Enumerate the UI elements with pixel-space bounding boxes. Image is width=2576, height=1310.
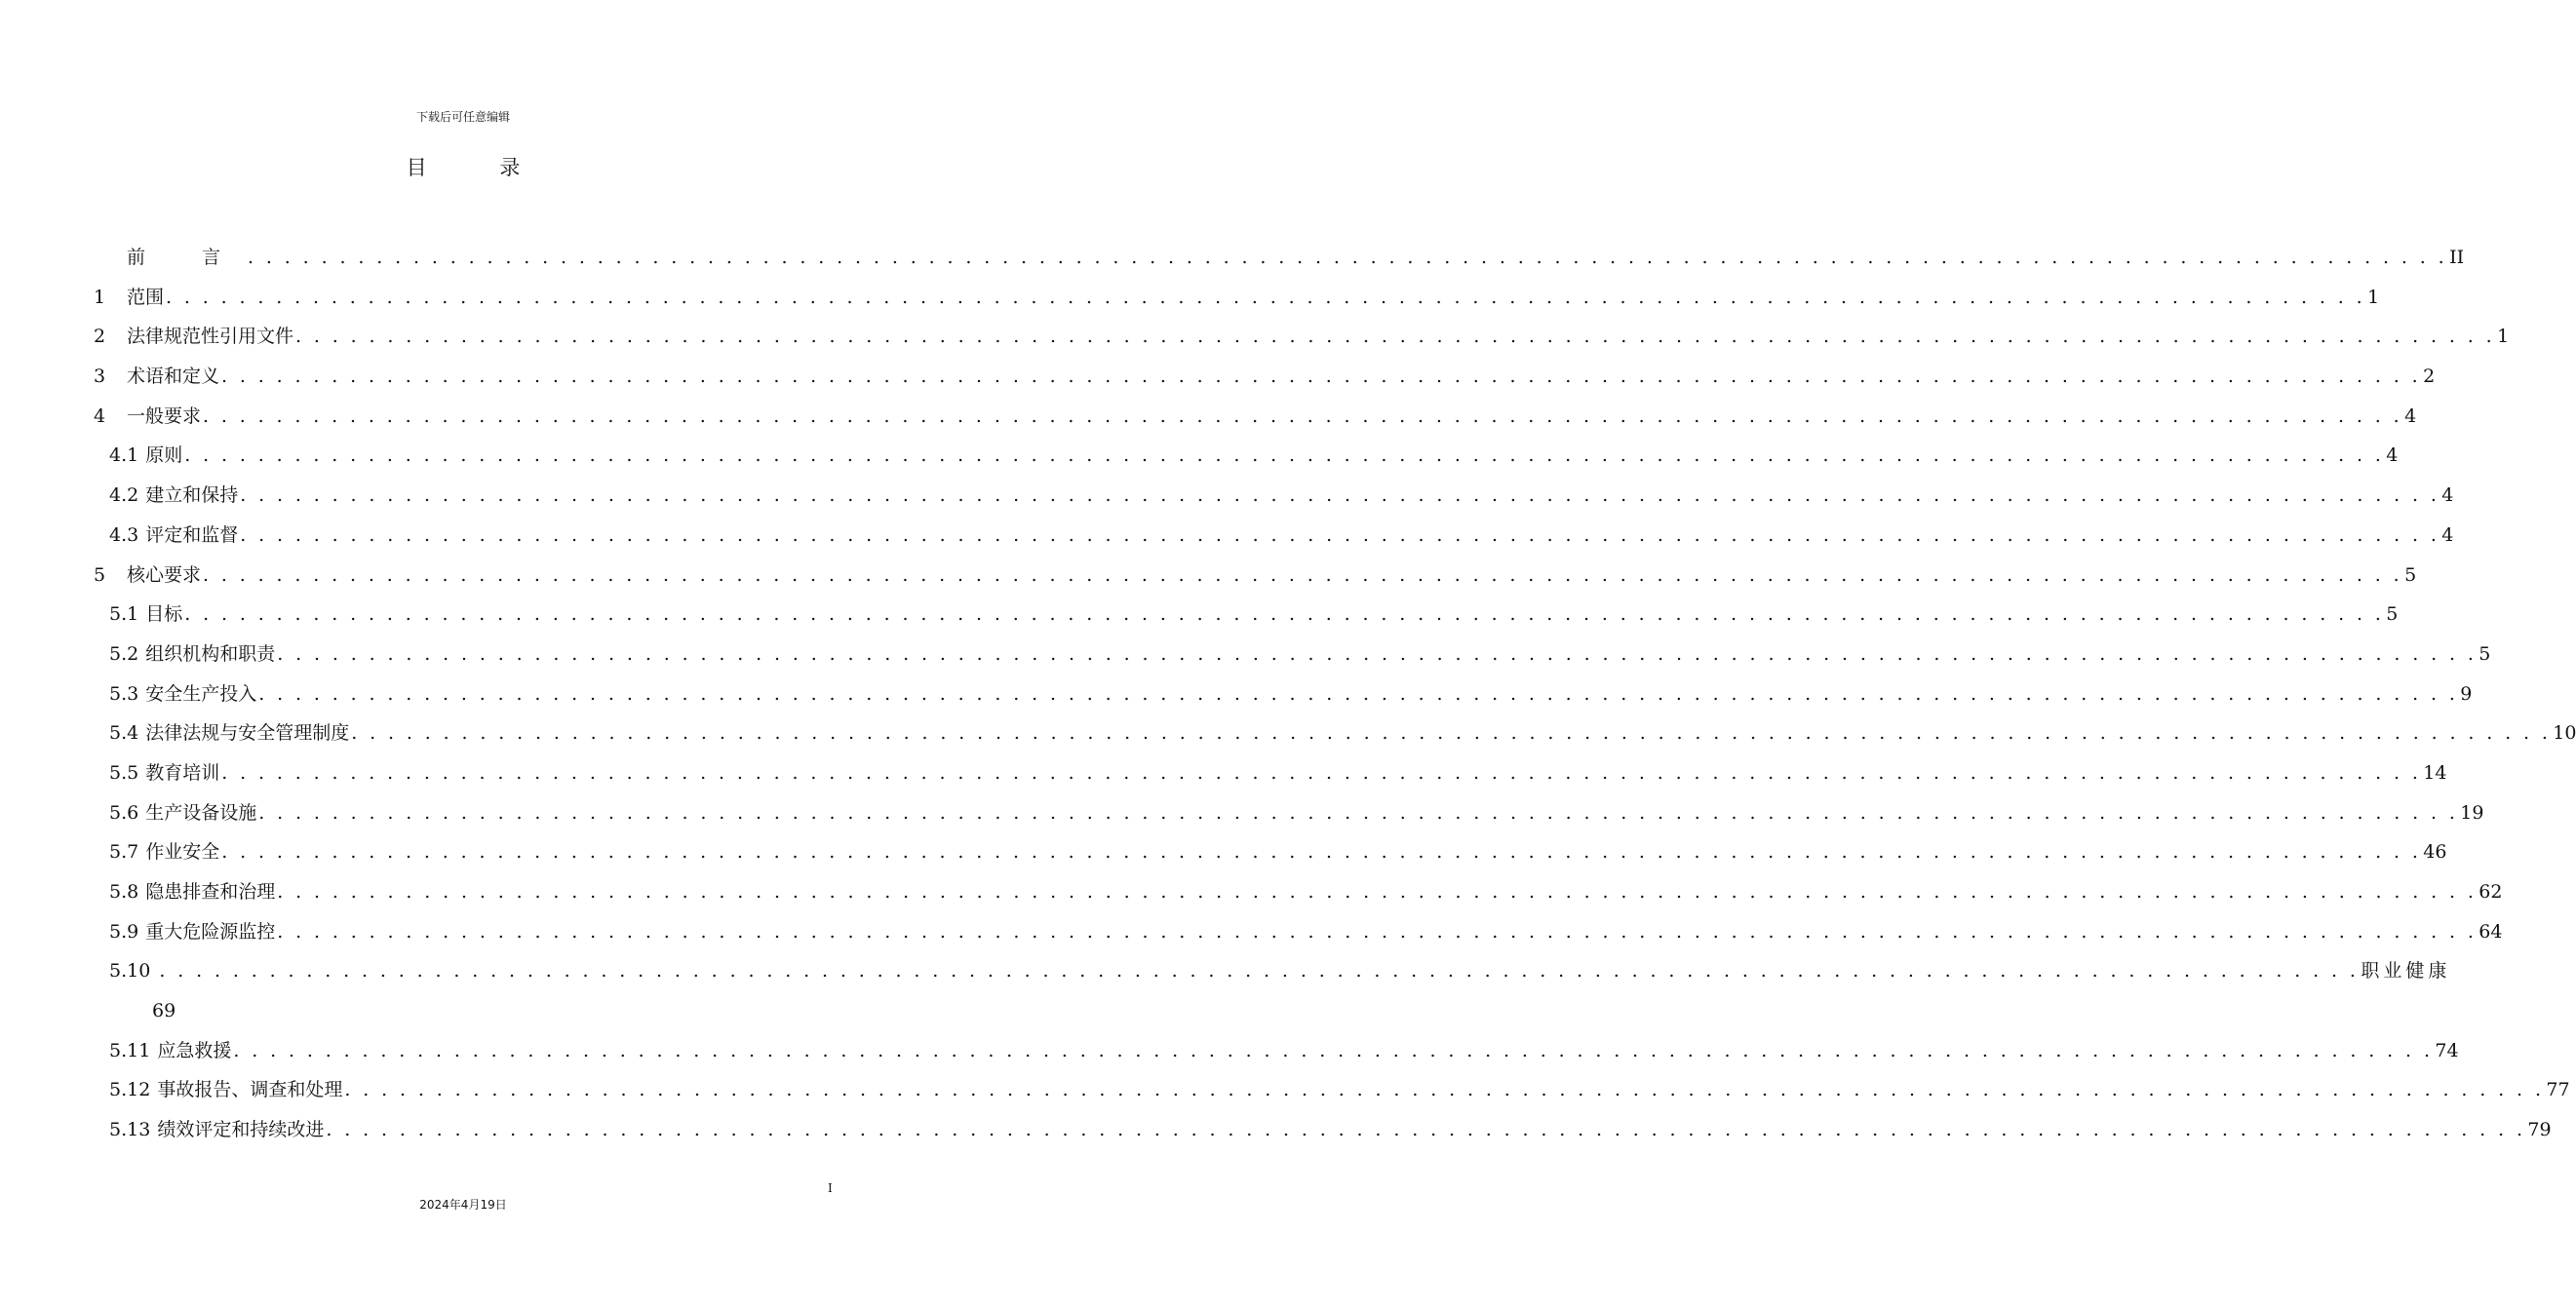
toc-entry-page: 79: [2527, 1119, 2552, 1141]
toc-entry[interactable]: [94, 317, 2510, 357]
toc-entry[interactable]: [94, 753, 2447, 793]
toc-leader-dots: . . . . . . . . . . . . . . . . . . . . . . . . . . . . . . . . . . . . . . . . . . . . . . . . . . . . . . . . . . . . . . . . . . . . . . . . . . . . . . . . . . . . . . . . . . . . . . . . . . . . . . . . . . . . . . . . . . . . . . . .: [184, 603, 2385, 626]
toc-entry-number: 5.3: [109, 682, 139, 705]
toc-leader-dots: . . . . . . . . . . . . . . . . . . . . . . . . . . . . . . . . . . . . . . . . . . . . . . . . . . . . . . . . . . . . . . . . . . . . . . . . . . . . . . . . . . . . . . . . . . . . . . . . . . . . . . . . . . . . . . . . . . . . . . . .: [221, 841, 2422, 864]
toc-entry[interactable]: [94, 951, 2451, 991]
toc-leader-dots: . . . . . . . . . . . . . . . . . . . . . . . . . . . . . . . . . . . . . . . . . . . . . . . . . . . . . . . . . . . . . . . . . . . . . . . . . . . . . . . . . . . . . . . . . . . . . . . . . . . . . . . . . . . . . . . . . . . . . . . .: [344, 1079, 2545, 1101]
toc-leader-dots: . . . . . . . . . . . . . . . . . . . . . . . . . . . . . . . . . . . . . . . . . . . . . . . . . . . . . . . . . . . . . . . . . . . . . . . . . . . . . . . . . . . . . . . . . . . . . . . . . . . . . . . . . . . . . . . . . . . . . . . .: [159, 960, 2360, 982]
toc-leader-dots: . . . . . . . . . . . . . . . . . . . . . . . . . . . . . . . . . . . . . . . . . . . . . . . . . . . . . . . . . . . . . . . . . . . . . . . . . . . . . . . . . . . . . . . . . . . . . . . . . . . . . . . . . . . . . . . . . . . . . . . .: [248, 247, 2448, 268]
toc-entry-page: 1: [2367, 286, 2380, 308]
toc-entry-page: 19: [2460, 801, 2484, 824]
toc-entry-number: 4: [94, 405, 106, 427]
toc-entry-number: 5.1: [109, 603, 139, 626]
header-note: 下载后可任意编辑: [415, 110, 510, 124]
toc-entry-number: 2: [94, 326, 106, 348]
toc-entry-page: 9: [2460, 682, 2473, 705]
toc-entry-page: 77: [2546, 1079, 2570, 1101]
toc-entry[interactable]: [94, 635, 2491, 674]
page-number-marker: I: [828, 1181, 833, 1195]
toc-entry-page: 5: [2478, 642, 2491, 665]
toc-entry-label: 组织机构和职责: [145, 642, 276, 665]
toc-entry-label: 评定和监督: [145, 523, 239, 546]
toc-entry-label: 法律规范性引用文件: [127, 326, 294, 348]
toc-entry[interactable]: [94, 674, 2473, 714]
toc-entry-number: 4.3: [109, 523, 139, 546]
toc-leader-dots: . . . . . . . . . . . . . . . . . . . . . . . . . . . . . . . . . . . . . . . . . . . . . . . . . . . . . . . . . . . . . . . . . . . . . . . . . . . . . . . . . . . . . . . . . . . . . . . . . . . . . . . . . . . . . . . . . . . . . . . .: [221, 366, 2422, 388]
toc-leader-dots: . . . . . . . . . . . . . . . . . . . . . . . . . . . . . . . . . . . . . . . . . . . . . . . . . . . . . . . . . . . . . . . . . . . . . . . . . . . . . . . . . . . . . . . . . . . . . . . . . . . . . . . . . . . . . . . . . . . . . . . .: [277, 642, 2478, 665]
toc-entry[interactable]: [94, 556, 2417, 596]
toc-entry[interactable]: [94, 1110, 2552, 1150]
toc-entry[interactable]: [94, 476, 2454, 516]
toc-entry-page: 4: [2441, 523, 2454, 546]
toc-entry[interactable]: [94, 278, 2380, 318]
toc-entry[interactable]: [94, 595, 2399, 635]
toc-entry[interactable]: [94, 436, 2399, 476]
toc-entry-page: 4: [2404, 405, 2417, 427]
toc-entry[interactable]: [94, 713, 2576, 753]
toc-entry-page: II: [2449, 247, 2465, 268]
toc-leader-dots: . . . . . . . . . . . . . . . . . . . . . . . . . . . . . . . . . . . . . . . . . . . . . . . . . . . . . . . . . . . . . . . . . . . . . . . . . . . . . . . . . . . . . . . . . . . . . . . . . . . . . . . . . . . . . . . . . . . . . . . .: [351, 722, 2552, 745]
toc-leader-dots: . . . . . . . . . . . . . . . . . . . . . . . . . . . . . . . . . . . . . . . . . . . . . . . . . . . . . . . . . . . . . . . . . . . . . . . . . . . . . . . . . . . . . . . . . . . . . . . . . . . . . . . . . . . . . . . . . . . . . . . .: [240, 484, 2440, 507]
toc-entry-page-continued: 69: [152, 1000, 176, 1022]
page-title: 目 录: [406, 156, 554, 179]
toc-entry-label: 事故报告、调查和处理: [157, 1079, 343, 1101]
toc-entry-page: 5: [2404, 563, 2417, 586]
toc-leader-dots: . . . . . . . . . . . . . . . . . . . . . . . . . . . . . . . . . . . . . . . . . . . . . . . . . . . . . . . . . . . . . . . . . . . . . . . . . . . . . . . . . . . . . . . . . . . . . . . . . . . . . . . . . . . . . . . . . . . . . . . .: [203, 563, 2403, 586]
toc-entry-page: 4: [2386, 444, 2399, 467]
toc-entry[interactable]: [94, 912, 2503, 952]
toc-entry[interactable]: [94, 832, 2447, 872]
toc-entry-number: 5.7: [109, 841, 139, 864]
toc-entry-number: 1: [94, 286, 106, 308]
toc-entry-page: 2: [2423, 366, 2436, 388]
toc-entry-label: 术语和定义: [127, 366, 220, 388]
toc-entry[interactable]: [94, 397, 2417, 437]
toc-entry[interactable]: [94, 357, 2436, 397]
toc-entry-label: 绩效评定和持续改进: [157, 1119, 325, 1141]
toc-entry-page: 4: [2441, 484, 2454, 507]
toc-entry-number: 4.1: [109, 444, 139, 467]
footer-date: 2024年4月19日: [419, 1198, 507, 1212]
toc-entry[interactable]: [94, 1031, 2459, 1071]
toc-leader-dots: . . . . . . . . . . . . . . . . . . . . . . . . . . . . . . . . . . . . . . . . . . . . . . . . . . . . . . . . . . . . . . . . . . . . . . . . . . . . . . . . . . . . . . . . . . . . . . . . . . . . . . . . . . . . . . . . . . . . . . . .: [258, 801, 2459, 824]
toc-entry-number: 4.2: [109, 484, 139, 507]
toc-entry[interactable]: [94, 516, 2454, 556]
toc-entry-label: 一般要求: [127, 405, 202, 427]
toc-entry-number: 5.11: [109, 1039, 151, 1061]
table-of-contents: [94, 238, 2576, 1150]
toc-entry-number: 5.13: [109, 1119, 151, 1141]
toc-entry[interactable]: [94, 793, 2484, 833]
toc-entry-page: 5: [2386, 603, 2399, 626]
toc-entry-label: 核心要求: [127, 563, 202, 586]
toc-entry-page: 14: [2423, 761, 2447, 784]
toc-entry-page: 10: [2553, 722, 2576, 745]
toc-entry-page: 1: [2497, 326, 2510, 348]
toc-entry-page: 74: [2435, 1039, 2459, 1061]
toc-entry-number: 5.8: [109, 881, 139, 903]
toc-entry-number: 5.5: [109, 761, 139, 784]
toc-entry-label: 范围: [127, 286, 165, 308]
toc-entry-label: 法律法规与安全管理制度: [145, 722, 350, 745]
toc-entry-label: 原则: [145, 444, 183, 467]
toc-entry-number: 5.12: [109, 1079, 151, 1101]
toc-entry-label: 作业安全: [145, 841, 220, 864]
toc-entry-number: 5.10: [109, 960, 151, 982]
toc-entry-label: 目标: [145, 603, 183, 626]
toc-entry-page: 62: [2478, 881, 2503, 903]
toc-entry-page: 46: [2423, 841, 2447, 864]
toc-entry-label: 应急救援: [157, 1039, 232, 1061]
toc-leader-dots: . . . . . . . . . . . . . . . . . . . . . . . . . . . . . . . . . . . . . . . . . . . . . . . . . . . . . . . . . . . . . . . . . . . . . . . . . . . . . . . . . . . . . . . . . . . . . . . . . . . . . . . . . . . . . . . . . . . . . . . .: [166, 286, 2366, 308]
toc-leader-dots: . . . . . . . . . . . . . . . . . . . . . . . . . . . . . . . . . . . . . . . . . . . . . . . . . . . . . . . . . . . . . . . . . . . . . . . . . . . . . . . . . . . . . . . . . . . . . . . . . . . . . . . . . . . . . . . . . . . . . . . .: [326, 1119, 2526, 1141]
toc-entry-label: 重大危险源监控: [145, 920, 276, 943]
toc-leader-dots: . . . . . . . . . . . . . . . . . . . . . . . . . . . . . . . . . . . . . . . . . . . . . . . . . . . . . . . . . . . . . . . . . . . . . . . . . . . . . . . . . . . . . . . . . . . . . . . . . . . . . . . . . . . . . . . . . . . . . . . .: [277, 920, 2478, 943]
toc-leader-dots: . . . . . . . . . . . . . . . . . . . . . . . . . . . . . . . . . . . . . . . . . . . . . . . . . . . . . . . . . . . . . . . . . . . . . . . . . . . . . . . . . . . . . . . . . . . . . . . . . . . . . . . . . . . . . . . . . . . . . . . .: [233, 1039, 2434, 1061]
toc-leader-dots: . . . . . . . . . . . . . . . . . . . . . . . . . . . . . . . . . . . . . . . . . . . . . . . . . . . . . . . . . . . . . . . . . . . . . . . . . . . . . . . . . . . . . . . . . . . . . . . . . . . . . . . . . . . . . . . . . . . . . . . .: [240, 523, 2440, 546]
toc-leader-dots: . . . . . . . . . . . . . . . . . . . . . . . . . . . . . . . . . . . . . . . . . . . . . . . . . . . . . . . . . . . . . . . . . . . . . . . . . . . . . . . . . . . . . . . . . . . . . . . . . . . . . . . . . . . . . . . . . . . . . . . .: [277, 881, 2478, 903]
toc-entry-label: 前 言: [127, 247, 247, 268]
toc-entry-number: 5: [94, 563, 106, 586]
toc-entry-label: 生产设备设施: [145, 801, 257, 824]
toc-entry-label: 隐患排查和治理: [145, 881, 276, 903]
toc-leader-dots: . . . . . . . . . . . . . . . . . . . . . . . . . . . . . . . . . . . . . . . . . . . . . . . . . . . . . . . . . . . . . . . . . . . . . . . . . . . . . . . . . . . . . . . . . . . . . . . . . . . . . . . . . . . . . . . . . . . . . . . .: [258, 682, 2459, 705]
toc-entry[interactable]: [94, 872, 2503, 912]
toc-leader-dots: . . . . . . . . . . . . . . . . . . . . . . . . . . . . . . . . . . . . . . . . . . . . . . . . . . . . . . . . . . . . . . . . . . . . . . . . . . . . . . . . . . . . . . . . . . . . . . . . . . . . . . . . . . . . . . . . . . . . . . . .: [184, 444, 2385, 467]
toc-entry-label: 教育培训: [145, 761, 220, 784]
toc-leader-dots: . . . . . . . . . . . . . . . . . . . . . . . . . . . . . . . . . . . . . . . . . . . . . . . . . . . . . . . . . . . . . . . . . . . . . . . . . . . . . . . . . . . . . . . . . . . . . . . . . . . . . . . . . . . . . . . . . . . . . . . .: [295, 326, 2496, 348]
toc-entry[interactable]: [94, 1070, 2570, 1110]
toc-entry-page: 64: [2478, 920, 2503, 943]
toc-entry-number: 5.9: [109, 920, 139, 943]
toc-entry[interactable]: [94, 238, 2465, 278]
toc-leader-dots: . . . . . . . . . . . . . . . . . . . . . . . . . . . . . . . . . . . . . . . . . . . . . . . . . . . . . . . . . . . . . . . . . . . . . . . . . . . . . . . . . . . . . . . . . . . . . . . . . . . . . . . . . . . . . . . . . . . . . . . .: [203, 405, 2403, 427]
toc-entry-label: 安全生产投入: [145, 682, 257, 705]
toc-entry-page: 职业健康: [2361, 960, 2451, 982]
toc-entry-number: 5.4: [109, 722, 139, 745]
toc-entry-number: 5.6: [109, 801, 139, 824]
toc-leader-dots: . . . . . . . . . . . . . . . . . . . . . . . . . . . . . . . . . . . . . . . . . . . . . . . . . . . . . . . . . . . . . . . . . . . . . . . . . . . . . . . . . . . . . . . . . . . . . . . . . . . . . . . . . . . . . . . . . . . . . . . .: [221, 761, 2422, 784]
toc-entry-number: 5.2: [109, 642, 139, 665]
toc-entry-number: 3: [94, 366, 106, 388]
toc-entry-label: 建立和保持: [145, 484, 239, 507]
